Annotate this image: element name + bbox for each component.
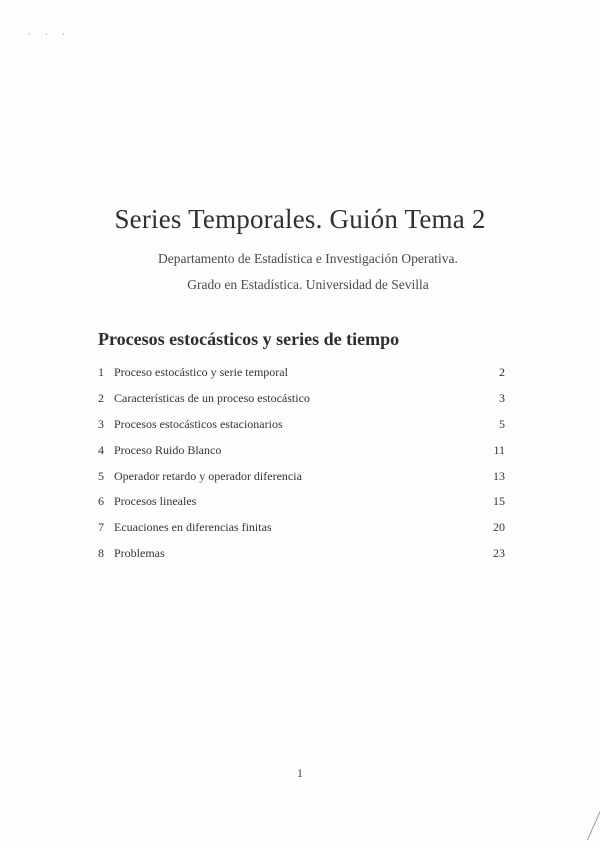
toc-entry-title: Problemas (114, 545, 165, 560)
document-title: Series Temporales. Guión Tema 2 (114, 204, 486, 234)
toc-entry-title: Procesos lineales (114, 494, 197, 509)
toc-entry-page: 3 (499, 391, 505, 406)
toc-entry (98, 515, 508, 541)
toc-entry-number: 4 (98, 442, 104, 457)
toc-entry-number: 8 (98, 545, 104, 560)
toc-entry-title: Operador retardo y operador diferencia (114, 468, 302, 483)
toc-entry-page: 5 (499, 416, 505, 431)
toc-entry-title: Ecuaciones en diferencias finitas (114, 520, 272, 535)
toc-entry (98, 437, 508, 463)
toc-entry-number: 7 (98, 520, 104, 535)
scan-line-mark (587, 801, 600, 840)
toc-entry-page: 23 (493, 545, 505, 560)
toc-entry-page: 15 (493, 494, 505, 509)
toc-entry-title: Proceso estocástico y serie temporal (114, 365, 288, 380)
toc-entry (98, 412, 508, 438)
toc-entry-number: 6 (98, 494, 104, 509)
toc-entry-page: 11 (493, 442, 505, 457)
degree-university-line: Grado en Estadística. Universidad de Sevilla (187, 277, 429, 292)
toc-entry-page: 13 (493, 468, 505, 483)
section-heading: Procesos estocásticos y series de tiempo (98, 329, 400, 349)
toc-entry-title: Características de un proceso estocástico (114, 391, 310, 406)
scan-speck-mark: · · · (28, 30, 71, 39)
toc-entry-page: 20 (493, 520, 505, 535)
page-number: 1 (297, 766, 303, 780)
toc-entry-number: 5 (98, 468, 104, 483)
table-of-contents (98, 360, 508, 566)
toc-entry-page: 2 (499, 365, 505, 380)
toc-entry-number: 3 (98, 416, 104, 431)
toc-entry (98, 360, 508, 386)
toc-entry-number: 1 (98, 365, 104, 380)
department-line: Departamento de Estadística e Investigación Operativa. (158, 251, 458, 266)
toc-entry-title: Proceso Ruido Blanco (114, 442, 222, 457)
toc-entry-title: Procesos estocásticos estacionarios (114, 416, 283, 431)
toc-entry-number: 2 (98, 391, 104, 406)
toc-entry (98, 386, 508, 412)
toc-entry (98, 489, 508, 515)
toc-entry (98, 541, 508, 567)
toc-entry (98, 463, 508, 489)
